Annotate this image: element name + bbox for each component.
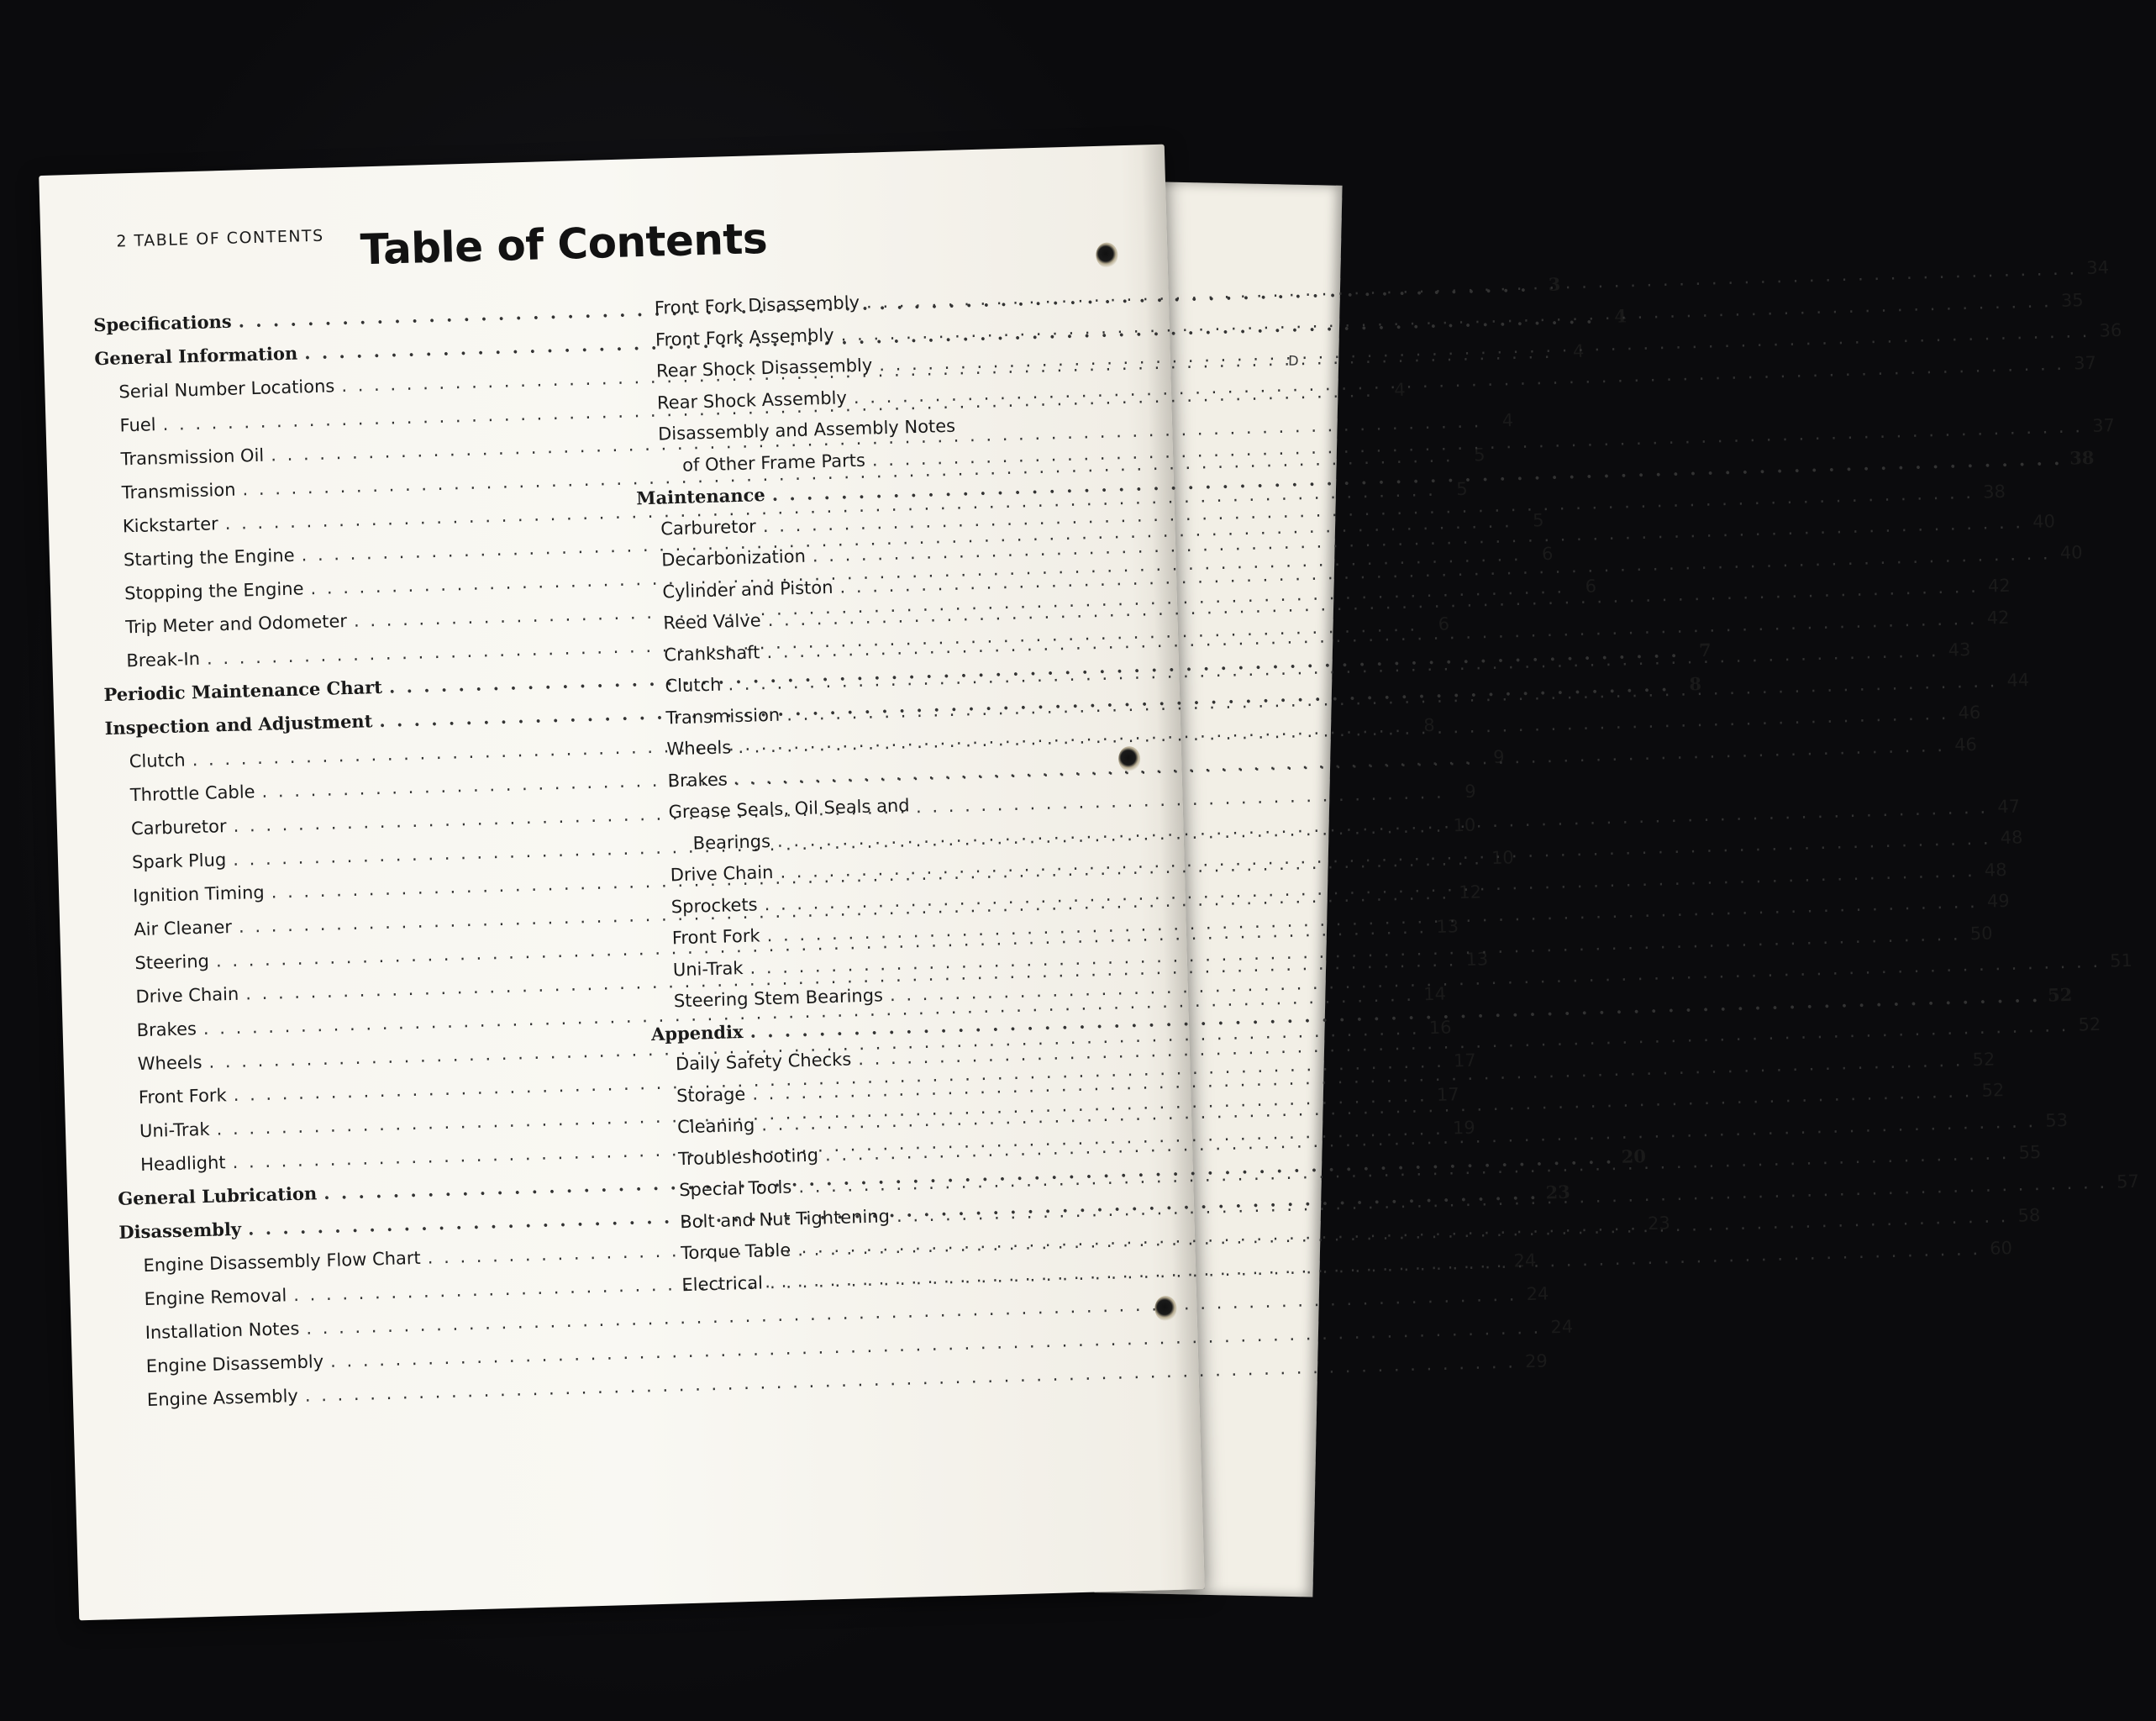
toc-entry-page-number: 5 bbox=[1473, 445, 1486, 466]
toc-entry-label: Transmission bbox=[121, 479, 236, 503]
toc-entry-label: Special Tools bbox=[678, 1176, 792, 1201]
toc-entry-label: Appendix bbox=[650, 1020, 744, 1045]
toc-entry-page-number: 5 bbox=[1456, 478, 1469, 500]
toc-entry-label: Headlight bbox=[139, 1152, 226, 1176]
toc-entry-page-number: 13 bbox=[1465, 949, 1489, 970]
toc-entry-label: Engine Disassembly Flow Chart bbox=[143, 1247, 422, 1276]
toc-entry-page-number: 38 bbox=[1982, 481, 2006, 503]
toc-entry-page-number: 8 bbox=[1422, 714, 1436, 736]
toc-entry-page-number: 35 bbox=[2060, 289, 2084, 311]
toc-entry-label: Engine Disassembly bbox=[145, 1351, 324, 1377]
toc-entry-label: Drive Chain bbox=[670, 861, 774, 886]
toc-entry-label: Front Fork bbox=[138, 1085, 227, 1108]
toc-entry-page-number: 6 bbox=[1541, 543, 1554, 565]
toc-entry-page-number: 9 bbox=[1492, 746, 1505, 767]
toc-entry-label: Kickstarter bbox=[122, 513, 219, 537]
toc-entry-page-number: 43 bbox=[1948, 639, 1971, 661]
toc-entry-label: Decarbonization bbox=[660, 545, 807, 571]
toc-entry-page-number: 60 bbox=[1989, 1237, 2013, 1259]
toc-entry-page-number: 17 bbox=[1453, 1050, 1477, 1071]
toc-entry-page-number: 40 bbox=[2032, 511, 2056, 532]
toc-entry-page-number: 58 bbox=[2017, 1205, 2041, 1226]
toc-entry-page-number: 38 bbox=[2069, 446, 2095, 469]
toc-entry-label: Maintenance bbox=[635, 484, 765, 509]
toc-entry-page-number: 42 bbox=[1987, 575, 2011, 597]
toc-entry-page-number: 49 bbox=[1986, 890, 2010, 912]
toc-entry-label: Spark Plug bbox=[131, 850, 227, 873]
toc-entry-label: General Lubrication bbox=[117, 1182, 318, 1209]
page-title: Table of Contents bbox=[360, 213, 768, 275]
toc-entry-page-number: 20 bbox=[1621, 1145, 1647, 1167]
toc-entry-page-number: 16 bbox=[1428, 1017, 1452, 1039]
toc-entry-label: Periodic Maintenance Chart bbox=[103, 676, 383, 706]
toc-entry-page-number: 34 bbox=[2085, 257, 2110, 279]
toc-entry-page-number: 4 bbox=[1613, 305, 1628, 327]
toc-entry-label: Sprockets bbox=[670, 894, 758, 917]
toc-entry-page-number: 14 bbox=[1422, 983, 1447, 1005]
running-head: 2 TABLE OF CONTENTS bbox=[116, 226, 324, 251]
toc-entry-label: Cylinder and Piston bbox=[662, 576, 833, 603]
toc-entry-label: Daily Safety Checks bbox=[675, 1049, 852, 1075]
toc-entry-page-number: 36 bbox=[2099, 319, 2122, 341]
toc-entry-label: Front Fork bbox=[671, 925, 760, 949]
toc-entry-page-number: 10 bbox=[1453, 814, 1476, 836]
toc-entry-label: Grease Seals, Oil Seals and bbox=[668, 795, 910, 823]
toc-entry-label: Stopping the Engine bbox=[124, 578, 304, 604]
toc-entry-label: Trip Meter and Odometer bbox=[124, 611, 348, 638]
toc-entry-label: Cleaning bbox=[676, 1114, 755, 1138]
toc-entry-label: Troubleshooting bbox=[677, 1145, 819, 1169]
toc-entry-label: Transmission bbox=[665, 704, 781, 728]
toc-entry-label: Uni-Trak bbox=[672, 957, 744, 980]
toc-entry-page-number: 52 bbox=[1972, 1048, 1996, 1070]
toc-entry-label: Transmission Oil bbox=[120, 445, 265, 470]
toc-entry-label: Ignition Timing bbox=[132, 882, 266, 907]
toc-entry-label: Steering Stem Bearings bbox=[673, 985, 884, 1012]
toc-entry-page-number: 19 bbox=[1452, 1117, 1475, 1139]
toc-entry-page-number: 4 bbox=[1501, 410, 1514, 431]
toc-entry-page-number: 29 bbox=[1524, 1350, 1549, 1372]
toc-entry-label: Throttle Cable bbox=[129, 782, 255, 806]
toc-entry-label: Steering bbox=[134, 950, 210, 974]
toc-entry-label: Torque Table bbox=[681, 1239, 791, 1264]
toc-entry-label: Clutch bbox=[665, 674, 722, 697]
toc-entry-page-number: 4 bbox=[1572, 340, 1585, 362]
toc-entry-label: Carburetor bbox=[660, 515, 757, 539]
toc-entry-page-number: 53 bbox=[2044, 1109, 2069, 1131]
toc-entry-page-number: 50 bbox=[1969, 922, 1993, 944]
toc-entry-page-number: 10 bbox=[1491, 847, 1515, 869]
toc-entry-label: Starting the Engine bbox=[123, 545, 295, 571]
toc-entry-label: Specifications bbox=[92, 310, 232, 336]
toc-entry-label: General Information bbox=[94, 342, 298, 370]
toc-entry-page-number: 48 bbox=[2000, 827, 2023, 849]
toc-entry-page-number: 24 bbox=[1550, 1316, 1574, 1338]
toc-entry-page-number: 6 bbox=[1585, 576, 1597, 597]
toc-entry-label: Reed Valve bbox=[663, 610, 761, 634]
toc-entry-label: Serial Number Locations bbox=[118, 376, 335, 403]
toc-entry-label: Rear Shock Assembly bbox=[656, 387, 848, 413]
toc-entry-page-number: 23 bbox=[1647, 1213, 1671, 1234]
toc-entry-page-number: 9 bbox=[1464, 781, 1476, 802]
toc-entry-page-number: 42 bbox=[1986, 607, 2010, 629]
toc-entry-page-number: 52 bbox=[2047, 983, 2073, 1006]
toc-entry-page-number: 46 bbox=[1954, 734, 1978, 755]
toc-entry-label: Rear Shock Disassembly bbox=[655, 355, 873, 382]
next-page-edge-text: D bbox=[1287, 352, 1299, 369]
toc-entry-page-number: 24 bbox=[1526, 1283, 1549, 1305]
toc-entry-page-number: 52 bbox=[1981, 1080, 2005, 1101]
toc-entry-label: Engine Assembly bbox=[146, 1385, 299, 1411]
toc-entry-label: Wheels bbox=[666, 737, 732, 760]
toc-entry-label: Uni-Trak bbox=[139, 1118, 210, 1142]
toc-entry-label: Crankshaft bbox=[664, 641, 760, 665]
toc-entry-page-number: 5 bbox=[1532, 510, 1544, 531]
toc-entry-page-number: 4 bbox=[1393, 379, 1406, 401]
toc-entry-page-number: 51 bbox=[2109, 950, 2133, 971]
toc-entry-label: Disassembly bbox=[118, 1218, 242, 1243]
toc-entry-page-number: 37 bbox=[2073, 352, 2097, 374]
toc-entry-page-number: 48 bbox=[1984, 859, 2007, 881]
toc-entry-page-number: 13 bbox=[1435, 916, 1459, 937]
toc-entry-label: Storage bbox=[676, 1083, 746, 1106]
toc-entry-label: Engine Removal bbox=[144, 1285, 287, 1310]
toc-entry-label: of Other Frame Parts bbox=[681, 450, 866, 476]
toc-entry-label: Disassembly and Assembly Notes bbox=[657, 415, 956, 445]
toc-entry-label: Bolt and Nut Tightening bbox=[679, 1205, 891, 1232]
toc-entry-page-number: 3 bbox=[1548, 273, 1561, 295]
manual-page bbox=[39, 145, 2140, 1621]
binding-hole bbox=[1096, 242, 1118, 268]
toc-entry-page-number: 57 bbox=[2116, 1171, 2140, 1192]
toc-entry-page-number: 23 bbox=[1545, 1181, 1571, 1203]
toc-entry-page-number: 47 bbox=[1996, 796, 2021, 817]
toc-entry-label: Fuel bbox=[119, 414, 156, 436]
toc-entry-label: Drive Chain bbox=[135, 983, 239, 1008]
toc-entry-label: Installation Notes bbox=[145, 1318, 300, 1344]
toc-entry-page-number: 44 bbox=[2006, 669, 2030, 691]
toc-entry-label: Wheels bbox=[137, 1052, 202, 1075]
toc-entry-page-number: 37 bbox=[2091, 414, 2116, 436]
toc-entry-label: Front Fork Assembly bbox=[655, 324, 834, 350]
toc-entry-page-number: 46 bbox=[1958, 702, 1981, 724]
toc-entry-label: Break-In bbox=[126, 648, 201, 671]
toc-entry-page-number: 8 bbox=[1689, 673, 1702, 695]
toc-entry-page-number: 12 bbox=[1458, 882, 1482, 903]
toc-entry-label: Electrical bbox=[681, 1272, 764, 1295]
toc-entry-page-number: 7 bbox=[1698, 639, 1712, 661]
toc-entry-label: Brakes bbox=[667, 768, 728, 791]
toc-entry-label: Front Fork Disassembly bbox=[654, 292, 860, 318]
toc-entry-label: Carburetor bbox=[130, 816, 227, 839]
toc-entry-label: Inspection and Adjustment bbox=[104, 710, 373, 739]
toc-entry-page-number: 40 bbox=[2059, 541, 2083, 563]
toc-entry-label: Clutch bbox=[129, 750, 186, 772]
toc-entry-page-number: 55 bbox=[2018, 1141, 2042, 1163]
toc-entry-page-number: 6 bbox=[1438, 613, 1450, 634]
toc-entry-label: Bearings bbox=[692, 830, 771, 854]
toc-entry-label: Air Cleaner bbox=[134, 916, 233, 940]
toc-entry-page-number: 52 bbox=[2078, 1013, 2101, 1035]
toc-entry-label: Brakes bbox=[136, 1018, 197, 1041]
toc-entry-page-number: 24 bbox=[1513, 1250, 1537, 1271]
toc-entry-page-number: 17 bbox=[1436, 1084, 1459, 1106]
